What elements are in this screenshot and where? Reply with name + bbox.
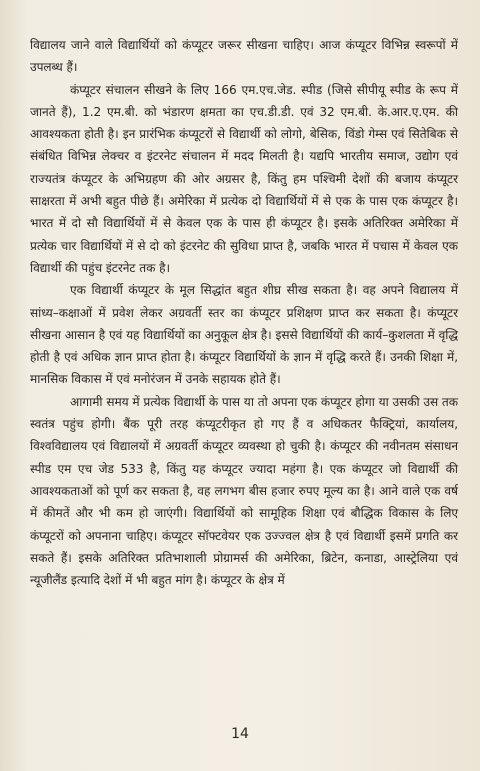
- paragraph-1: विद्यालय जाने वाले विद्यार्थियों को कंप्यूटर जरूर सीखना चाहिए। आज कंप्यूटर विभिन्न स्वरूपों में उपलब्ध हैं।: [30, 38, 458, 75]
- paragraph-2: कंप्यूटर संचालन सीखने के लिए 166 एम.एच.जेड. स्पीड (जिसे सीपीयू स्पीड के रूप में जानते हैं), 1.2 एम.बी. को भंडारण क्षमता का एच.डी.डी. एवं 32 एम.बी. के.आर.ए.एम. की आवश्यकता होती है। इन प्रारंभिक कंप्यूटरों से विद्यार्थी को लोगो, बेसिक, विंडो गेम्स एवं सितेबिक से संबंधित विभिन्न लेक्चर व इंटरनेट संचालन में मदद मिलती है। यद्यपि भारतीय समाज, उद्योग एवं राज्यतंत्र कंप्यूटर के अभिग्रहण की ओर अग्रसर है, किंतु हम पश्चिमी देशों की बजाय कंप्यूटर साक्षरता में अभी बहुत पीछे हैं। अमेरिका में प्रत्येक दो विद्यार्थियों में से एक के पास एक कंप्यूटर है। भारत में दो सौ विद्यार्थियों में से केवल एक के पास ही कंप्यूटर है। इसके अतिरिक्त अमेरिका में प्रत्येक चार विद्यार्थियों में से दो को इंटरनेट की सुविधा प्राप्त है, जबकि भारत में पचास में केवल एक विद्यार्थी की पहुंच इंटरनेट तक है।: [30, 82, 458, 275]
- paragraph-3: एक विद्यार्थी कंप्यूटर के मूल सिद्धांत बहुत शीघ्र सीख सकता है। वह अपने विद्यालय में सांध्य–कक्षाओं में प्रवेश लेकर अग्रवर्ती स्तर का कंप्यूटर प्रशिक्षण प्राप्त कर सकता है। कंप्यूटर सीखना आसान है एवं यह विद्यार्थियों का अनुकूल क्षेत्र है। इससे विद्यार्थियों की कार्य–कुशलता में वृद्धि होती है एवं अधिक ज्ञान प्राप्त होता है। कंप्यूटर विद्यार्थियों के ज्ञान में वृद्धि करते हैं। उनकी शिक्षा में, मानसिक विकास में एवं मनोरंजन में उनके सहायक होते हैं।: [30, 283, 458, 387]
- page-number: 14: [231, 726, 249, 742]
- paragraph-4: आगामी समय में प्रत्येक विद्यार्थी के पास या तो अपना एक कंप्यूटर होगा या उसकी उस तक स्वतंत्र पहुंच होगी। बैंक पूरी तरह कंप्यूटरीकृत हो गए हैं व अधिकतर फैक्ट्रियां, कार्यालय, विश्वविद्यालय एवं विद्यालयों में अग्रवर्ती कंप्यूटर व्यवस्था हो चुकी है। कंप्यूटर की नवीनतम संसाधन स्पीड एम एच जेड 533 है, किंतु यह कंप्यूटर ज्यादा महंगा है। एक कंप्यूटर जो विद्यार्थी की आवश्यकताओं को पूर्ण कर सकता है, वह लगभग बीस हजार रुपए मूल्य का है। आने वाले एक वर्ष में कीमतें और भी कम हो जाएंगी। विद्यार्थियों को सामूहिक शिक्षा एवं बौद्धिक विकास के लिए कंप्यूटरों को अपनाना चाहिए। कंप्यूटर सॉफ्टवेयर एक उज्ज्वल क्षेत्र है एवं विद्यार्थी इसमें प्रगति कर सकते हैं। इसके अतिरिक्त प्रतिभाशाली प्रोग्रामर्स की अमेरिका, ब्रिटेन, कनाडा, आस्ट्रेलिया एवं न्यूजीलैंड इत्यादि देशों में भी बहुत मांग है। कंप्यूटर के क्षेत्र में: [30, 394, 458, 588]
